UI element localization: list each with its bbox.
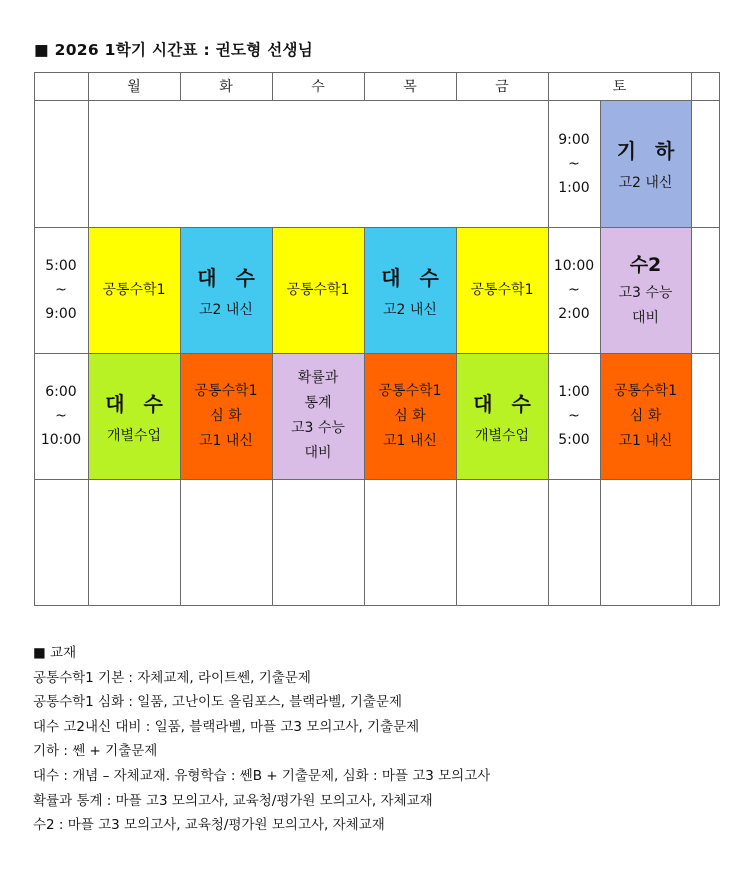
grid-line	[600, 100, 601, 606]
grid-line	[34, 100, 720, 101]
time-sat-row2	[548, 100, 600, 227]
class-line: 고1 내신	[383, 432, 437, 449]
day-header-mon: 월	[127, 79, 141, 95]
materials-line: 대수 고2내신 대비 : 일품, 블랙라벨, 마플 고3 모의고사, 기출문제	[33, 718, 420, 735]
class-line: 공통수학1	[613, 382, 677, 399]
class-name: 수2	[629, 253, 662, 276]
grid-line	[180, 227, 181, 606]
class-name: 공통수학1	[470, 281, 534, 298]
grid-line	[88, 72, 89, 606]
time-start: 9:00	[558, 131, 590, 148]
materials-line: 공통수학1 심화 : 일품, 고난이도 올림포스, 블랙라벨, 기출문제	[33, 694, 403, 711]
class-line: 심 화	[394, 407, 426, 424]
time-start: 1:00	[558, 384, 590, 400]
cell-sat-row4	[600, 353, 691, 479]
grid-line	[34, 72, 720, 73]
cell-tue-row3	[180, 227, 272, 353]
time-end: 2:00	[558, 306, 590, 322]
cell-fri-row3	[456, 227, 548, 353]
cell-wed-row3	[272, 227, 364, 353]
grid-line	[272, 227, 273, 606]
time-end: 9:00	[45, 306, 77, 322]
time-separator: ~	[55, 282, 67, 298]
class-name: 공통수학1	[286, 281, 350, 298]
class-line: 통계	[304, 395, 332, 411]
time-separator: ~	[55, 408, 67, 424]
class-line: 대비	[304, 445, 332, 461]
grid-line	[34, 353, 720, 354]
grid-line	[548, 72, 549, 606]
class-detail: 고2 내신	[199, 301, 253, 318]
class-line: 심 화	[210, 407, 242, 424]
grid-line	[180, 72, 181, 100]
grid-line	[34, 479, 720, 480]
class-name: 대 수	[105, 391, 169, 416]
grid-line	[719, 72, 720, 606]
cell-mon-row3	[88, 227, 180, 353]
time-start: 10:00	[553, 258, 595, 274]
time-start: 6:00	[45, 384, 77, 400]
cell-sat-geometry	[600, 100, 691, 227]
grid-line	[456, 72, 457, 100]
cell-sat-math2	[600, 227, 691, 353]
grid-line	[364, 72, 365, 100]
grid-line	[456, 227, 457, 606]
materials-section	[33, 641, 490, 838]
class-name: 대 수	[381, 265, 445, 290]
class-detail: 고2 내신	[618, 175, 673, 191]
time-end: 1:00	[558, 179, 590, 196]
page-title: ■ 2026 1학기 시간표 : 권도형 선생님	[34, 41, 314, 59]
class-line: 고1 내신	[199, 432, 253, 449]
time-separator: ~	[568, 155, 580, 172]
cell-fri-row4	[456, 353, 548, 479]
time-end: 5:00	[558, 432, 590, 448]
class-detail: 개별수업	[474, 427, 530, 444]
class-detail	[619, 281, 673, 331]
class-detail: 고2 내신	[383, 301, 437, 318]
day-header-wed: 수	[311, 79, 325, 95]
class-detail: 개별수업	[106, 427, 162, 444]
time-separator: ~	[568, 282, 580, 298]
grid-line	[34, 72, 35, 606]
class-detail-line: 고3 수능	[618, 284, 673, 301]
cell-thu-row4	[364, 353, 456, 479]
grid-line	[272, 72, 273, 100]
class-line: 고1 내신	[618, 432, 673, 449]
class-detail-line: 대비	[631, 309, 660, 326]
materials-line: 수2 : 마플 고3 모의고사, 교육청/평가원 모의고사, 자체교재	[33, 817, 385, 834]
day-header-sat: 토	[612, 79, 627, 95]
cell-wed-row4	[272, 353, 364, 479]
cell-tue-row4	[180, 353, 272, 479]
class-line: 공통수학1	[378, 382, 442, 399]
time-weekday-row3	[34, 227, 88, 353]
time-weekday-row4	[34, 353, 88, 479]
time-sat-row4	[548, 353, 600, 479]
materials-line: 기하 : 쎈 + 기출문제	[33, 743, 158, 760]
cell-thu-row3	[364, 227, 456, 353]
grid-line	[34, 605, 720, 606]
day-header-thu: 목	[403, 79, 417, 95]
class-line: 고3 수능	[291, 420, 345, 436]
class-name: 기 하	[616, 139, 681, 163]
class-name: 대 수	[473, 391, 537, 416]
time-end: 10:00	[40, 432, 82, 448]
materials-line: 확률과 통계 : 마플 고3 모의고사, 교육청/평가원 모의고사, 자체교재	[33, 792, 433, 809]
time-start: 5:00	[45, 258, 77, 274]
day-header-tue: 화	[219, 79, 233, 95]
materials-heading: ■ 교재	[33, 645, 77, 661]
materials-line: 대수 : 개념 – 자체교재. 유형학습 : 쎈B + 기출문제, 심화 : 마플 고3 모의고사	[33, 767, 491, 784]
grid-line	[691, 72, 692, 606]
class-line: 확률과	[297, 370, 339, 386]
time-separator: ~	[568, 408, 580, 424]
class-line: 심 화	[629, 407, 662, 424]
day-header-fri: 금	[495, 79, 509, 95]
class-name: 대 수	[197, 265, 261, 290]
class-line: 공통수학1	[194, 382, 258, 399]
time-sat-row3	[548, 227, 600, 353]
class-name: 공통수학1	[102, 281, 166, 298]
cell-mon-row4	[88, 353, 180, 479]
materials-line: 공통수학1 기본 : 자체교제, 라이트쎈, 기출문제	[33, 669, 311, 686]
grid-line	[34, 227, 720, 228]
grid-line	[364, 227, 365, 606]
